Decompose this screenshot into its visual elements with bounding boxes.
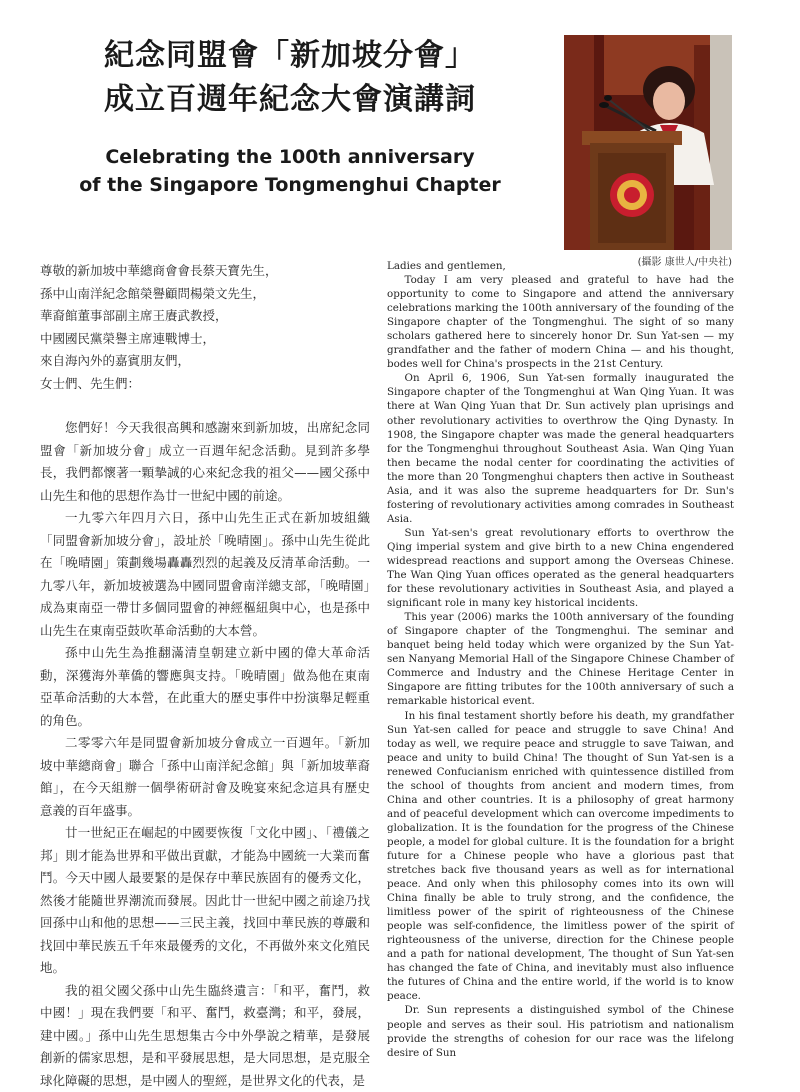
chinese-title-line-2: 成立百週年紀念大會演講詞 xyxy=(40,78,540,122)
salutation-line: 尊敬的新加坡中華總商會會長蔡天寶先生， xyxy=(40,260,370,283)
photo-caption: (攝影 康世人/中央社) xyxy=(564,253,732,268)
salutation-line: 孫中山南洋紀念館榮譽顧問楊榮文先生， xyxy=(40,283,370,306)
english-title xyxy=(40,143,540,199)
chinese-paragraph: 廿一世紀正在崛起的中國要恢復「文化中國」、「禮儀之邦」則才能為世界和平做出貢獻，才能為中國統一大業而奮鬥。今天中國人最要緊的是保存中華民族固有的優秀文化，然後才能隨世界潮流而發展。因此廿一世紀中國之前途乃找回孫中山和他的思想——三民主義，找回中華民族的尊嚴和找回中華民族五千年來最優秀的文化，不再做外來文化殖民地。 xyxy=(40,822,370,980)
spacer xyxy=(40,395,370,417)
speaker-photo xyxy=(564,35,732,250)
chinese-paragraph: 一九零六年四月六日，孫中山先生正式在新加坡組織「同盟會新加坡分會」，設址於「晚晴園」。孫中山先生從此在「晚晴園」策劃幾場轟轟烈烈的起義及反清革命活動。一九零八年，新加坡被選為中國同盟會南洋總支部，「晚晴園」成為東南亞一帶廿多個同盟會的神經樞紐與中心，也是孫中山先生在東南亞鼓吹革命活動的大本營。 xyxy=(40,507,370,642)
english-paragraph: This year (2006) marks the 100th anniversary of the founding of Singapore chapter of the Tongmenghui. The seminar and banquet being held today which were organized by the Sun Yat-sen Nanyang Memorial Hall of the Singapore Chinese Chamber of Commerce and Industry and the Chinese Heritage Center in Singapore are fitting tributes for the 100th anniversary of such a remarkable historical event. xyxy=(387,610,734,708)
english-speech-column xyxy=(387,259,734,1060)
chinese-title xyxy=(40,34,540,122)
english-title-line-1: Celebrating the 100th anniversary xyxy=(40,143,540,171)
salutation-line: 來自海內外的嘉賓朋友們， xyxy=(40,350,370,373)
salutation-line: 中國國民黨榮譽主席連戰博士， xyxy=(40,328,370,351)
english-paragraph: In his final testament shortly before his death, my grandfather Sun Yat-sen called for peace and struggle to save China! And today as well, we require peace and struggle to save Taiwan, and peace and unity to build China! The thought of Sun Yat-sen is a renewed Confucianism enriched with quintessence distilled from the school of thoughts from ancient and modern times, from China and other countries. It is a philosophy of great harmony and of peaceful development which can overcome impediments to globalization. It is the foundation for the progress of the Chinese people, a model for global culture. It is the foundation for a bright future for a Chinese people who have a glorious past that stretches back five thousand years as well as for international peace. And only when this philosophy comes into its own will China finally be able to truly strong, and the confidence, the limitless power of the spirit of righteousness of the Chinese people was self-confidence, the limitless power of the spirit of righteousness of the universe, direction for the Chinese people and a path for national development, The thought of Sun Yat-sen has changed the fate of China, and inevitably must also influence the futures of China and the entire world, if the world is to know peace. xyxy=(387,709,734,1004)
english-paragraph: Sun Yat-sen's great revolutionary efforts to overthrow the Qing imperial system and give birth to a new China engendered widespread reactions and support among the Overseas Chinese. The Wan Qing Yuan offices operated as the general headquarters for these revolutionary activities in Southeast Asia, and played a significant role in many key historical incidents. xyxy=(387,526,734,610)
chinese-paragraph: 我的祖父國父孫中山先生臨終遺言：「和平，奮鬥，救中國！」現在我們要「和平、奮鬥，救臺灣；和平，發展，建中國。」孫中山先生思想集古今中外學說之精華，是發展創新的儒家思想，是和平發展思想，是大同思想，是克服全球化障礙的思想，是中國人的聖經，是世界文化的代表，是 xyxy=(40,980,370,1092)
chinese-paragraph: 您們好！今天我很高興和感謝來到新加坡，出席紀念同盟會「新加坡分會」成立一百週年紀念活動。見到許多學長，我們都懷著一顆摯誠的心來紀念我的祖父——國父孫中山先生和他的思想作為廿一世紀中國的前途。 xyxy=(40,417,370,507)
speaker-at-podium-illustration xyxy=(564,35,732,250)
chinese-paragraph: 孫中山先生為推翻滿清皇朝建立新中國的偉大革命活動，深獲海外華僑的響應與支持。「晚晴園」做為他在東南亞革命活動的大本營，在此重大的歷史事件中扮演舉足輕重的角色。 xyxy=(40,642,370,732)
chinese-title-line-1: 紀念同盟會「新加坡分會」 xyxy=(40,34,540,78)
salutation-line: 華裔館董事部副主席王賡武教授， xyxy=(40,305,370,328)
english-paragraph: Today I am very pleased and grateful to have had the opportunity to come to Singapore and attend the anniversary celebrations marking the 100th anniversary of the founding of the Singapore chapter of the Tongmenghui. The sight of so many scholars gathered here to sincerely honor Dr. Sun Yat-sen — my grandfather and the father of modern China — and his thought, bodes well for China's prospects in the 21st Century. xyxy=(387,273,734,371)
english-paragraph: On April 6, 1906, Sun Yat-sen formally inaugurated the Singapore chapter of the Tongmenghui at Wan Qing Yuan. It was there at Wan Qing Yuan that Dr. Sun actively plan uprisings and other revolutionary activities to overthrow the Qing Dynasty. In 1908, the Singapore chapter was made the general headquarters for the Tongmenghui throughout Southeast Asia. Wan Qing Yuan then became the nodal center for coordinating the activities of the more than 20 Tongmenghui chapters then active in Southeast Asia, and it was also the supreme headquarters for Dr. Sun's fostering of revolutionary activities among comrades in Southeast Asia. xyxy=(387,371,734,526)
chinese-paragraph: 二零零六年是同盟會新加坡分會成立一百週年。「新加坡中華總商會」聯合「孫中山南洋紀念館」與「新加坡華裔館」，在今天組辦一個學術研討會及晚宴來紀念這具有歷史意義的百年盛事。 xyxy=(40,732,370,822)
english-paragraph: Dr. Sun represents a distinguished symbol of the Chinese people and serves as their soul. His patriotism and nationalism provide the strengths of cohesion for our race was the lifelong desire of Sun xyxy=(387,1003,734,1059)
english-title-line-2: of the Singapore Tongmenghui Chapter xyxy=(40,171,540,199)
chinese-speech-column xyxy=(40,260,370,1092)
english-greeting: Ladies and gentlemen, xyxy=(387,259,734,273)
salutation-line: 女士們、先生們： xyxy=(40,373,370,396)
